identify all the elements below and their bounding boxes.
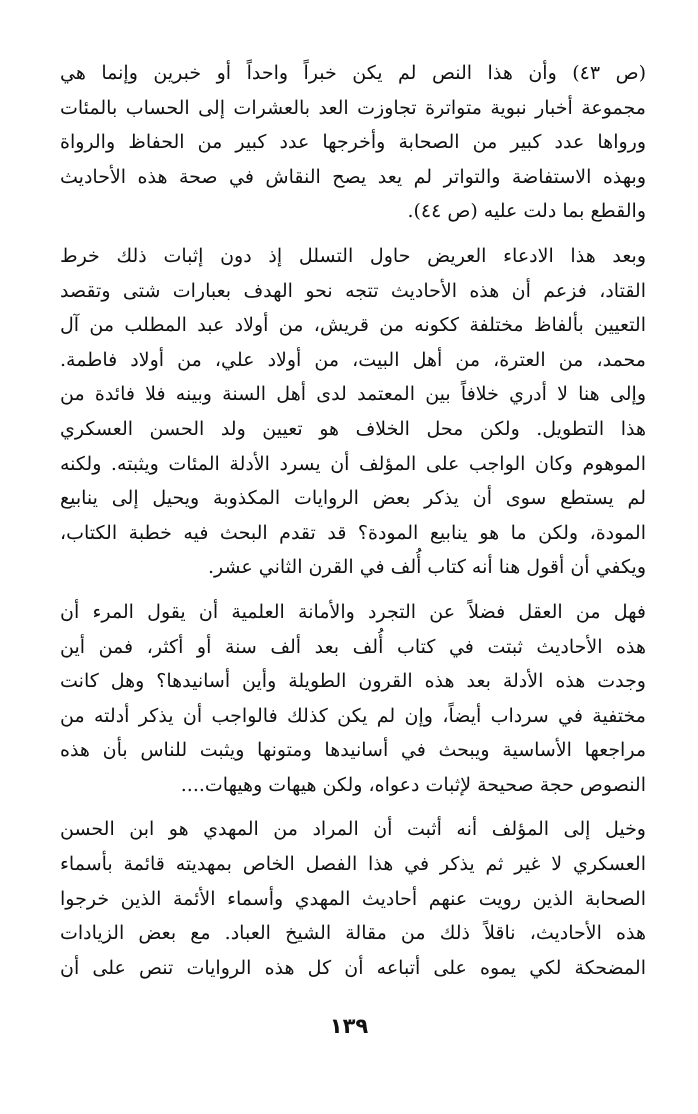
text-line: ورواها عدد كبير من الصحابة وأخرجها عدد كبير من الحفاظ والرواة bbox=[60, 131, 646, 154]
text-line: ويكفي أن أقول هنا أنه كتاب أُلف في القرن الثاني عشر. bbox=[207, 556, 646, 579]
text-line: المودة، ولكن ما هو ينابيع المودة؟ قد تقدم البحث فيه خطبة الكتاب، bbox=[60, 521, 646, 544]
text-line: القتاد، فزعم أن هذه الأحاديث تتجه نحو الهدف بعبارات شتى وتقصد bbox=[60, 279, 646, 302]
body-text bbox=[60, 56, 646, 985]
text-line: وخيل إلى المؤلف أنه أثبت أن المراد من المهدي هو ابن الحسن bbox=[60, 818, 646, 841]
text-line: وإلى هنا لا أدري خلافاً بين المعتمد لدى أهل السنة وبينه فلا فائدة من bbox=[60, 383, 646, 406]
text-line: وبعد هذا الادعاء العريض حاول التسلل إذ دون إثبات ذلك خرط bbox=[60, 244, 646, 267]
text-line: النصوص حجة صحيحة لإثبات دعواه، ولكن هيهات وهيهات.... bbox=[180, 773, 646, 796]
text-line: العسكري لا غير ثم يذكر في هذا الفصل الخاص بمهديته قائمة بأسماء bbox=[60, 853, 646, 876]
text-line: وجدت هذه الأدلة بعد هذه القرون الطويلة وأين أسانيدها؟ وهل كانت bbox=[60, 670, 646, 693]
text-line: المضحكة لكي يموه على أتباعه أن كل هذه الروايات تنص على أن bbox=[60, 956, 646, 979]
text-line: لم يستطع سوى أن يذكر بعض الروايات المكذوبة ويحيل إلى ينابيع bbox=[60, 487, 646, 510]
text-line: مختفية في سرداب أيضاً، وإن لم يكن كذلك فالواجب أن يذكر أدلته من bbox=[60, 704, 646, 727]
paragraph-4 bbox=[60, 812, 646, 985]
text-line: وبهذه الاستفاضة والتواتر لم يعد يصح النقاش في صحة هذه الأحاديث bbox=[60, 165, 646, 188]
paragraph-3 bbox=[60, 595, 646, 803]
text-line: محمد، من العترة، من أهل البيت، من أولاد علي، من أولاد فاطمة. bbox=[60, 348, 646, 371]
text-line: والقطع بما دلت عليه (ص ٤٤). bbox=[407, 200, 646, 223]
text-line: هذه الأحاديث، ناقلاً ذلك من مقالة الشيخ العباد. مع بعض الزيادات bbox=[60, 922, 646, 945]
text-line: هذا التطويل. ولكن محل الخلاف هو تعيين ولد الحسن العسكري bbox=[60, 417, 646, 440]
page-number: ١٣٩ bbox=[329, 1014, 369, 1038]
text-line: فهل من العقل فضلاً عن التجرد والأمانة العلمية أن يقول المرء أن bbox=[60, 600, 646, 623]
text-line: (ص ٤٣) وأن هذا النص لم يكن خبراً واحداً أو خبرين وإنما هي bbox=[60, 62, 646, 84]
text-line: مراجعها الأساسية ويبحث في أسانيدها ومتونها ويثبت للناس بأن هذه bbox=[60, 739, 646, 762]
paragraph-1 bbox=[60, 56, 646, 229]
text-line: الصحابة الذين رويت عنهم أحاديث المهدي وأسماء الأئمة الذين خرجوا bbox=[60, 887, 646, 910]
text-line: هذه الأحاديث ثبتت في كتاب أُلف بعد ألف سنة أو أكثر، فمن أين bbox=[60, 635, 646, 658]
paragraph-2 bbox=[60, 239, 646, 585]
text-line: مجموعة أخبار نبوية متواترة تجاوزت العد بالعشرات إلى الحساب بالمئات bbox=[60, 96, 646, 119]
text-line: الموهوم وكان الواجب على المؤلف أن يسرد الأدلة المئات ويثبته. ولكنه bbox=[60, 452, 646, 475]
text-line: التعيين بألفاظ مختلفة ككونه من قريش، من أولاد عبد المطلب من آل bbox=[60, 314, 646, 337]
